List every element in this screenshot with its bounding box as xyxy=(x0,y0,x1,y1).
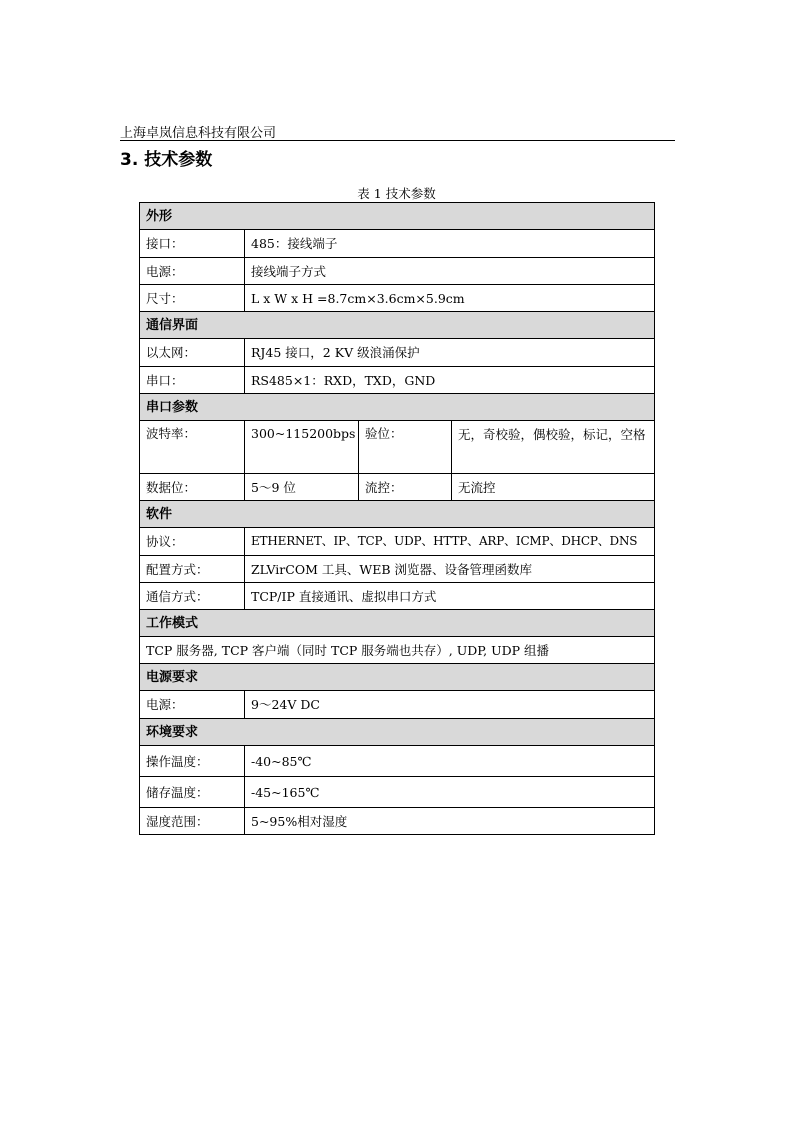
serial-value: RS485×1：RXD，TXD，GND xyxy=(245,367,655,394)
interface-value: 485：接线端子 xyxy=(245,230,655,258)
humidity-value: 5~95%相对湿度 xyxy=(245,808,655,835)
power-req-label: 电源： xyxy=(140,691,245,719)
config-label: 配置方式： xyxy=(140,556,245,583)
humidity-label: 湿度范围： xyxy=(140,808,245,835)
section-header-power-req: 电源要求 xyxy=(140,664,655,691)
storage-temp-label: 储存温度： xyxy=(140,777,245,808)
size-value: L x W x H =8.7cm×3.6cm×5.9cm xyxy=(245,285,655,312)
databits-label: 数据位： xyxy=(140,474,245,501)
op-temp-value: -40~85℃ xyxy=(245,746,655,777)
interface-label: 接口： xyxy=(140,230,245,258)
size-label: 尺寸： xyxy=(140,285,245,312)
serial-label: 串口： xyxy=(140,367,245,394)
table-caption: 表 1 技术参数 xyxy=(357,186,436,201)
protocol-value: ETHERNET、IP、TCP、UDP、HTTP、ARP、ICMP、DHCP、DNS xyxy=(245,528,655,556)
section-header-software: 软件 xyxy=(140,501,655,528)
section-header-work-mode: 工作模式 xyxy=(140,610,655,637)
flow-value: 无流控 xyxy=(452,474,655,501)
power-req-value: 9～24V DC xyxy=(245,691,655,719)
power-label: 电源： xyxy=(140,258,245,285)
storage-temp-value: -45~165℃ xyxy=(245,777,655,808)
section-title: 3. 技术参数 xyxy=(120,150,213,170)
config-value: ZLVirCOM 工具、WEB 浏览器、设备管理函数库 xyxy=(245,556,655,583)
section-header-serial-params: 串口参数 xyxy=(140,394,655,421)
section-header-env: 环境要求 xyxy=(140,719,655,746)
section-header-appearance: 外形 xyxy=(140,203,655,230)
power-value: 接线端子方式 xyxy=(245,258,655,285)
baud-value: 300~115200bps xyxy=(245,421,359,474)
parity-label: 验位： xyxy=(359,421,452,474)
flow-label: 流控： xyxy=(359,474,452,501)
spec-table xyxy=(139,202,655,835)
parity-value: 无，奇校验，偶校验，标记，空格 xyxy=(452,421,655,474)
databits-value: 5～9 位 xyxy=(245,474,359,501)
ethernet-value: RJ45 接口，2 KV 级浪涌保护 xyxy=(245,339,655,367)
op-temp-label: 操作温度： xyxy=(140,746,245,777)
section-header-comm: 通信界面 xyxy=(140,312,655,339)
company-header: 上海卓岚信息科技有限公司 xyxy=(120,126,277,141)
commmode-label: 通信方式： xyxy=(140,583,245,610)
header-rule xyxy=(120,140,675,141)
commmode-value: TCP/IP 直接通讯、虚拟串口方式 xyxy=(245,583,655,610)
baud-label: 波特率： xyxy=(140,421,245,474)
protocol-label: 协议： xyxy=(140,528,245,556)
work-mode-value: TCP 服务器, TCP 客户端（同时 TCP 服务端也共存）, UDP, UDP 组播 xyxy=(140,637,655,664)
ethernet-label: 以太网： xyxy=(140,339,245,367)
